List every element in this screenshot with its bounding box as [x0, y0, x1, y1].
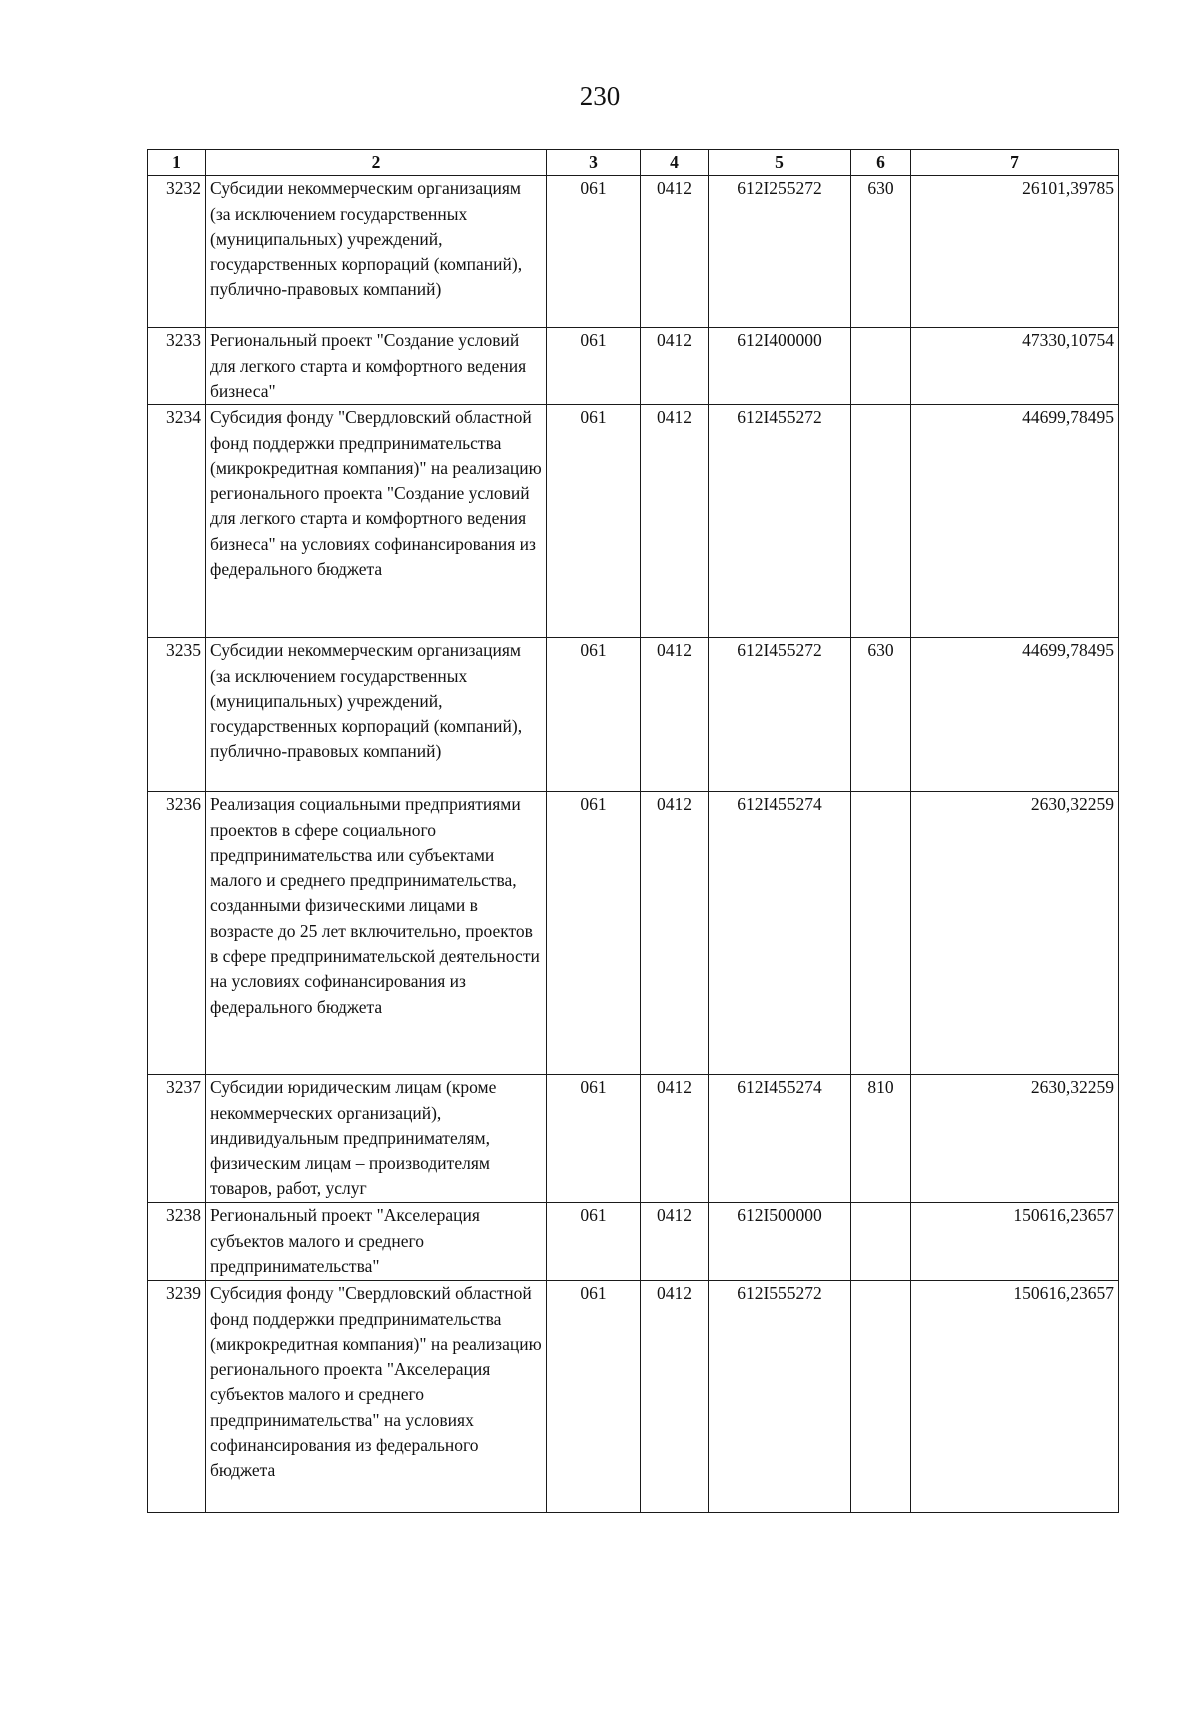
row-col-4: 0412 [641, 1203, 709, 1281]
row-sum: 44699,78495 [911, 638, 1119, 792]
row-number: 3235 [148, 638, 206, 792]
row-col-4: 0412 [641, 792, 709, 1075]
row-col-5: 612I455272 [709, 405, 851, 638]
row-name: Субсидии некоммерческим организациям (за исключением государственных (муниципальных) учреждений, государственных корпораций (компаний), публично-правовых компаний) [206, 176, 547, 328]
row-sum: 150616,23657 [911, 1281, 1119, 1513]
row-col-6 [851, 328, 911, 405]
header-row [148, 150, 1119, 176]
row-col-5: 612I455272 [709, 638, 851, 792]
budget-table [147, 149, 1119, 1513]
row-col-3: 061 [547, 1281, 641, 1513]
row-name: Региональный проект "Создание условий для легкого старта и комфортного ведения бизнеса" [206, 328, 547, 405]
row-col-6: 630 [851, 176, 911, 328]
row-sum: 47330,10754 [911, 328, 1119, 405]
row-col-6 [851, 792, 911, 1075]
table-row [148, 1203, 1119, 1281]
row-col-3: 061 [547, 405, 641, 638]
row-sum: 44699,78495 [911, 405, 1119, 638]
row-number: 3234 [148, 405, 206, 638]
header-col-2: 2 [206, 150, 547, 176]
row-col-6: 810 [851, 1075, 911, 1203]
header-col-5: 5 [709, 150, 851, 176]
row-number: 3236 [148, 792, 206, 1075]
table-row [148, 1075, 1119, 1203]
row-number: 3233 [148, 328, 206, 405]
table-row [148, 176, 1119, 328]
table-row [148, 1281, 1119, 1513]
row-number: 3238 [148, 1203, 206, 1281]
row-col-3: 061 [547, 638, 641, 792]
row-sum: 2630,32259 [911, 792, 1119, 1075]
row-col-5: 612I455274 [709, 1075, 851, 1203]
row-col-4: 0412 [641, 1075, 709, 1203]
row-col-3: 061 [547, 176, 641, 328]
row-col-5: 612I455274 [709, 792, 851, 1075]
row-col-6 [851, 1281, 911, 1513]
header-col-7: 7 [911, 150, 1119, 176]
table-row [148, 638, 1119, 792]
header-col-4: 4 [641, 150, 709, 176]
row-col-6 [851, 405, 911, 638]
row-col-6: 630 [851, 638, 911, 792]
row-col-3: 061 [547, 328, 641, 405]
page-number: 230 [579, 81, 621, 111]
row-col-3: 061 [547, 1075, 641, 1203]
table-row [148, 328, 1119, 405]
header-col-6: 6 [851, 150, 911, 176]
table-row [148, 405, 1119, 638]
row-col-5: 612I255272 [709, 176, 851, 328]
row-col-3: 061 [547, 792, 641, 1075]
row-col-4: 0412 [641, 405, 709, 638]
row-number: 3239 [148, 1281, 206, 1513]
row-col-4: 0412 [641, 176, 709, 328]
row-name: Реализация социальными предприятиями проектов в сфере социального предпринимательства или субъектами малого и среднего предпринимательства, созданными физическими лицами в возрасте до 25 лет включительно, проектов в сфере предпринимательской деятельности на условиях софинансирования из федерального бюджета [206, 792, 547, 1075]
row-col-4: 0412 [641, 328, 709, 405]
row-col-5: 612I400000 [709, 328, 851, 405]
row-name: Региональный проект "Акселерация субъектов малого и среднего предпринимательства" [206, 1203, 547, 1281]
row-col-4: 0412 [641, 638, 709, 792]
row-sum: 26101,39785 [911, 176, 1119, 328]
table-row [148, 792, 1119, 1075]
row-col-6 [851, 1203, 911, 1281]
row-number: 3232 [148, 176, 206, 328]
row-col-3: 061 [547, 1203, 641, 1281]
row-name: Субсидии некоммерческим организациям (за исключением государственных (муниципальных) учреждений, государственных корпораций (компаний), публично-правовых компаний) [206, 638, 547, 792]
row-number: 3237 [148, 1075, 206, 1203]
row-col-5: 612I500000 [709, 1203, 851, 1281]
header-col-1: 1 [148, 150, 206, 176]
header-col-3: 3 [547, 150, 641, 176]
row-name: Субсидия фонду "Свердловский областной фонд поддержки предпринимательства (микрокредитная компания)" на реализацию регионального проекта "Акселерация субъектов малого и среднего предпринимательства" на условиях софинансирования из федерального бюджета [206, 1281, 547, 1513]
row-name: Субсидии юридическим лицам (кроме некоммерческих организаций), индивидуальным предпринимателям, физическим лицам – производителям товаров, работ, услуг [206, 1075, 547, 1203]
row-col-5: 612I555272 [709, 1281, 851, 1513]
row-sum: 150616,23657 [911, 1203, 1119, 1281]
row-sum: 2630,32259 [911, 1075, 1119, 1203]
row-name: Субсидия фонду "Свердловский областной фонд поддержки предпринимательства (микрокредитная компания)" на реализацию регионального проекта "Создание условий для легкого старта и комфортного ведения бизнеса" на условиях софинансирования из федерального бюджета [206, 405, 547, 638]
row-col-4: 0412 [641, 1281, 709, 1513]
